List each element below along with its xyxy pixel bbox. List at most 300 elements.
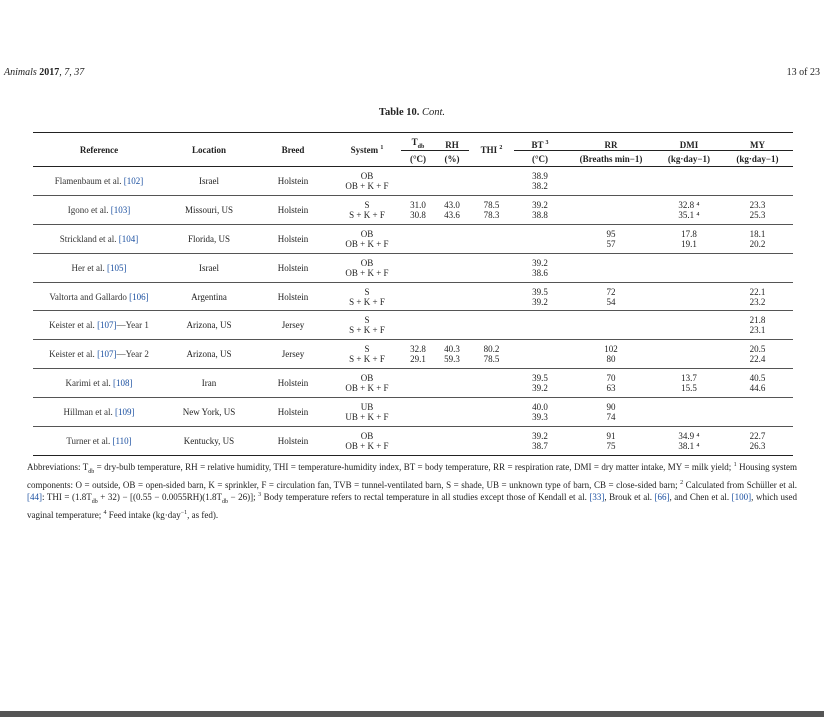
cell-value (566, 258, 656, 268)
cell-value (401, 268, 435, 278)
cell-value: 39.2 (532, 430, 548, 441)
cell-bt (514, 427, 566, 456)
cell-value (656, 297, 722, 307)
col-bt: BT $^3$ (514, 133, 566, 151)
cell-value (566, 181, 656, 191)
cell-value: UB (360, 402, 374, 413)
cell-value: 38.1 ⁴ (678, 440, 700, 451)
cell-reference (33, 311, 165, 340)
cell-tdb (401, 195, 435, 224)
cell-value: OB (360, 373, 374, 384)
cell-bt (514, 398, 566, 427)
cell-value (469, 431, 514, 441)
cell-rh (435, 282, 469, 311)
cell-value: 38.6 (532, 267, 548, 278)
table-row (33, 311, 793, 340)
cell-dmi (656, 282, 722, 311)
cell-value: 22.1 (749, 286, 766, 297)
cell-value: 63 (606, 383, 616, 394)
col-system: System $^1$ (333, 133, 401, 167)
cell-value: 72 (606, 286, 616, 297)
cell-value (656, 402, 722, 412)
cell-value: 80.2 (483, 344, 500, 355)
cell-value (401, 287, 435, 297)
citation-link[interactable]: [33] (589, 492, 605, 503)
unit-rr: (Breaths min−1) (566, 151, 656, 167)
cell-value: 57 (606, 238, 616, 249)
cell-rr (566, 195, 656, 224)
cell-reference (33, 282, 165, 311)
cell-value (656, 315, 722, 325)
cell-value (469, 402, 514, 412)
cell-reference (33, 224, 165, 253)
cell-thi (469, 398, 514, 427)
cell-value: 74 (606, 412, 616, 423)
unit-rh: (%) (435, 151, 469, 167)
cell-value: 20.5 (749, 344, 766, 355)
cell-value (401, 315, 435, 325)
cell-dmi (656, 195, 722, 224)
cell-value (435, 258, 469, 268)
cell-value: 39.2 (532, 296, 548, 307)
cell-value (656, 287, 722, 297)
cell-value (656, 354, 722, 364)
cell-value (469, 268, 514, 278)
cell-value: 32.8 ⁴ (678, 199, 700, 210)
col-my: MY (722, 133, 793, 151)
cell-thi (469, 340, 514, 369)
cell-value: 80 (606, 354, 616, 365)
cell-value: 40.3 (444, 344, 460, 355)
cell-value (722, 402, 793, 412)
cell-my (722, 369, 793, 398)
cell-rh (435, 253, 469, 282)
cell-dmi (656, 340, 722, 369)
cell-value: 29.1 (410, 354, 426, 365)
cell-value: OB + K + F (345, 238, 389, 249)
cell-value (514, 344, 566, 354)
cell-value (435, 373, 469, 383)
cell-location: Israel (165, 167, 253, 196)
cell-my (722, 167, 793, 196)
cell-value: 19.1 (681, 238, 697, 249)
cell-rr (566, 398, 656, 427)
citation-link[interactable]: [110] (112, 435, 132, 446)
cell-value (435, 268, 469, 278)
col-rr: RR (566, 133, 656, 151)
cell-value: 34.9 ⁴ (678, 430, 700, 441)
reference-text: Turner et al. (66, 435, 113, 446)
cell-value (435, 297, 469, 307)
cell-breed: Holstein (253, 282, 333, 311)
cell-location: Israel (165, 253, 253, 282)
table-row (33, 369, 793, 398)
cell-my (722, 195, 793, 224)
cell-bt (514, 253, 566, 282)
cell-rh (435, 398, 469, 427)
cell-value (435, 441, 469, 451)
cell-value: S + K + F (349, 209, 385, 220)
citation-link[interactable]: [66] (654, 492, 670, 503)
cell-bt (514, 282, 566, 311)
cell-value (469, 441, 514, 451)
cell-thi (469, 311, 514, 340)
cell-rr (566, 369, 656, 398)
cell-rr (566, 224, 656, 253)
reference-suffix: —Year 1 (116, 320, 149, 331)
cell-value (435, 325, 469, 335)
cell-location: Kentucky, US (165, 427, 253, 456)
col-rh: RH (435, 133, 469, 151)
cell-my (722, 398, 793, 427)
cell-value (435, 431, 469, 441)
cell-value (469, 171, 514, 181)
cell-rr (566, 427, 656, 456)
cell-dmi (656, 253, 722, 282)
unit-bt: (°C) (514, 151, 566, 167)
cell-value (435, 402, 469, 412)
cell-value: 39.2 (532, 383, 548, 394)
cell-system (333, 195, 401, 224)
table-row (33, 398, 793, 427)
cell-value: 20.2 (749, 238, 766, 249)
citation-link[interactable]: [105] (106, 262, 127, 273)
cell-value: 39.5 (532, 286, 548, 297)
cell-system (333, 340, 401, 369)
cell-value (469, 239, 514, 249)
cell-rr (566, 311, 656, 340)
cell-location: New York, US (165, 398, 253, 427)
cell-rr (566, 282, 656, 311)
citation-link[interactable]: [103] (110, 204, 131, 215)
page-number: 13 of 23 (786, 67, 820, 78)
cell-bt (514, 340, 566, 369)
cell-value: S (364, 199, 370, 210)
table-caption: Table 10. Cont. (378, 107, 446, 118)
cell-value: S + K + F (349, 325, 385, 336)
cell-value (401, 402, 435, 412)
cell-dmi (656, 311, 722, 340)
cell-value: 38.9 (532, 170, 548, 181)
cell-value (469, 373, 514, 383)
reference-text: Hillman et al. (63, 407, 115, 418)
cell-value (566, 315, 656, 325)
cell-value: 13.7 (681, 373, 697, 384)
table-row (33, 224, 793, 253)
table-row (33, 195, 793, 224)
cell-value: 39.3 (532, 412, 548, 423)
cell-rr (566, 167, 656, 196)
citation-link[interactable]: [107] (97, 349, 117, 360)
cell-value (469, 325, 514, 335)
cell-value: 43.6 (444, 209, 460, 220)
cell-rh (435, 369, 469, 398)
cell-value: OB + K + F (345, 267, 389, 278)
cell-value: 23.3 (749, 199, 766, 210)
cell-value: OB (360, 430, 374, 441)
cell-value (514, 354, 566, 364)
cell-breed: Holstein (253, 195, 333, 224)
cell-my (722, 311, 793, 340)
cell-value: 38.2 (532, 180, 548, 191)
cell-rh (435, 427, 469, 456)
reference-suffix: —Year 2 (116, 349, 149, 360)
cell-bt (514, 311, 566, 340)
cell-reference (33, 340, 165, 369)
col-reference: Reference (33, 133, 165, 167)
cell-breed: Holstein (253, 224, 333, 253)
cell-breed: Holstein (253, 369, 333, 398)
cell-value (656, 325, 722, 335)
cell-value: 78.5 (483, 199, 500, 210)
cell-value: OB (360, 257, 374, 268)
table-row (33, 253, 793, 282)
cell-value: 25.3 (749, 209, 766, 220)
cell-reference (33, 427, 165, 456)
cell-value: 90 (606, 402, 616, 413)
col-dmi: DMI (656, 133, 722, 151)
reference-text: Keister et al. (49, 320, 98, 331)
cell-value: 40.0 (532, 402, 548, 413)
cell-tdb (401, 369, 435, 398)
citation-link[interactable]: [108] (112, 378, 133, 389)
citation-link[interactable]: [109] (115, 407, 135, 418)
cell-value: 39.5 (532, 373, 548, 384)
cell-value: 26.3 (749, 440, 766, 451)
table-body (33, 167, 793, 456)
cell-value (656, 181, 722, 191)
cell-value (566, 171, 656, 181)
cell-value: 30.8 (410, 209, 426, 220)
cell-tdb (401, 398, 435, 427)
cell-bt (514, 224, 566, 253)
cell-value: 54 (606, 296, 616, 307)
cell-value (566, 325, 656, 335)
cell-tdb (401, 427, 435, 456)
cell-value: 15.5 (681, 383, 697, 394)
cell-value: OB + K + F (345, 440, 389, 451)
cell-value (401, 239, 435, 249)
cell-thi (469, 195, 514, 224)
cell-value (469, 297, 514, 307)
cell-location: Arizona, US (165, 340, 253, 369)
table-row (33, 427, 793, 456)
cell-value: 17.8 (681, 228, 697, 239)
cell-value (656, 258, 722, 268)
cell-value (435, 287, 469, 297)
cell-value (722, 258, 793, 268)
cell-value: S + K + F (349, 354, 385, 365)
cell-value (656, 171, 722, 181)
cell-system (333, 253, 401, 282)
cell-reference (33, 369, 165, 398)
cell-value (469, 258, 514, 268)
cell-my (722, 340, 793, 369)
cell-tdb (401, 340, 435, 369)
cell-thi (469, 282, 514, 311)
reference-text: Keister et al. (49, 349, 98, 360)
cell-tdb (401, 167, 435, 196)
cell-value: 38.7 (532, 440, 548, 451)
cell-value (514, 315, 566, 325)
cell-dmi (656, 427, 722, 456)
cell-value (435, 229, 469, 239)
cell-my (722, 224, 793, 253)
cell-value (566, 210, 656, 220)
cell-system (333, 224, 401, 253)
cell-value: 102 (604, 344, 618, 355)
cell-value: 39.2 (532, 199, 548, 210)
cell-system (333, 398, 401, 427)
cell-value (656, 268, 722, 278)
cell-value: OB + K + F (345, 383, 389, 394)
cell-tdb (401, 311, 435, 340)
cell-location: Florida, US (165, 224, 253, 253)
citation-link[interactable]: [100] (731, 492, 752, 503)
table-row (33, 340, 793, 369)
cell-value: UB + K + F (345, 412, 389, 423)
cell-value (514, 239, 566, 249)
cell-value (656, 412, 722, 422)
cell-value (722, 412, 793, 422)
cell-value (566, 268, 656, 278)
cell-location: Argentina (165, 282, 253, 311)
reference-text: Strickland et al. (59, 233, 119, 244)
cell-value: 18.1 (749, 228, 766, 239)
col-location: Location (165, 133, 253, 167)
cell-value: 35.1 ⁴ (678, 209, 700, 220)
cell-bt (514, 167, 566, 196)
cell-value (401, 441, 435, 451)
cell-system (333, 282, 401, 311)
cell-value: 59.3 (444, 354, 460, 365)
unit-dmi: (kg·day−1) (656, 151, 722, 167)
cell-rh (435, 167, 469, 196)
data-table (33, 132, 793, 456)
cell-system (333, 311, 401, 340)
table-footnote: Abbreviations: $T_{db}$ = dry-bulb temperature, RH = relative humidity, THI = temperature-humidity index, BT = body temperature, RR = respiration rate, DMI = dry matter intake, MY = milk yield; $^1$ Housing system components: O = outside, OB = open-sided barn, K = sprinkler, F = circulation fan, TVB = tunnel-ventilated barn, S = shade, UB = unknown type of barn, CB = close-sided barn; $^2$ Calculated from Schüller et al. [44]: THI = $(1.8T_{db} + 32) - [(0.55 - 0.0055RH)(1.8T_{db} - 26)]$; $^3$ Body temperature refers to rectal temperature in all studies except those of Kendall et al. [33], Brouk et al. [66], and Chen et al. [100], which used vaginal temperature; $^4$ Feed intake (kg·day$^{-1}$, as fed). (27, 462, 797, 520)
cell-rh (435, 224, 469, 253)
cell-my (722, 427, 793, 456)
cell-value: 95 (606, 228, 616, 239)
cell-system (333, 369, 401, 398)
cell-reference (33, 195, 165, 224)
cell-system (333, 427, 401, 456)
cell-dmi (656, 369, 722, 398)
col-thi: THI $^2$ (469, 133, 514, 167)
cell-value: S (364, 344, 370, 355)
cell-breed: Holstein (253, 253, 333, 282)
cell-breed: Holstein (253, 167, 333, 196)
cell-value (401, 181, 435, 191)
cell-value (514, 325, 566, 335)
cell-value (435, 412, 469, 422)
cell-value (469, 229, 514, 239)
cell-value (469, 287, 514, 297)
table-row (33, 282, 793, 311)
cell-my (722, 253, 793, 282)
cell-value (435, 171, 469, 181)
citation-link[interactable]: [44] (27, 492, 42, 503)
cell-value (435, 315, 469, 325)
table-row (33, 167, 793, 196)
cell-value: 23.1 (749, 325, 766, 336)
cell-value: 22.4 (749, 354, 766, 365)
citation-link[interactable]: [104] (118, 233, 139, 244)
cell-rr (566, 340, 656, 369)
cell-value (514, 229, 566, 239)
cell-value (435, 181, 469, 191)
cell-dmi (656, 224, 722, 253)
cell-value (401, 325, 435, 335)
cell-value: 23.2 (749, 296, 766, 307)
cell-thi (469, 224, 514, 253)
cell-value (401, 431, 435, 441)
cell-value (722, 171, 793, 181)
cell-breed: Holstein (253, 427, 333, 456)
cell-value: 22.7 (749, 430, 766, 441)
cell-bt (514, 195, 566, 224)
cell-tdb (401, 282, 435, 311)
cell-thi (469, 369, 514, 398)
cell-value: 43.0 (444, 199, 460, 210)
unit-my: (kg·day−1) (722, 151, 793, 167)
reference-text: Karimi et al. (65, 378, 113, 389)
cell-value (469, 412, 514, 422)
cell-value: 44.6 (749, 383, 766, 394)
unit-tdb: (°C) (401, 151, 435, 167)
cell-my (722, 282, 793, 311)
cell-value: 32.8 (410, 344, 426, 355)
col-tdb: $T_{db}$ (401, 133, 435, 151)
cell-value: OB + K + F (345, 180, 389, 191)
cell-value: 21.8 (749, 315, 766, 326)
cell-value: 75 (606, 440, 616, 451)
cell-value: 39.2 (532, 257, 548, 268)
cell-bt (514, 369, 566, 398)
cell-dmi (656, 398, 722, 427)
cell-value (469, 181, 514, 191)
cell-rh (435, 195, 469, 224)
reference-text: Igono et al. (67, 204, 111, 215)
cell-value: 38.8 (532, 209, 548, 220)
cell-value: S (364, 315, 370, 326)
cell-dmi (656, 167, 722, 196)
cell-breed: Holstein (253, 398, 333, 427)
cell-value (656, 344, 722, 354)
cell-value: OB (360, 228, 374, 239)
citation-link[interactable]: [107] (97, 320, 117, 331)
cell-value: 91 (606, 430, 616, 441)
reference-text: Flamenbaum et al. (54, 175, 124, 186)
cell-value (401, 383, 435, 393)
running-header-journal: Animals 2017, 7, 37 (4, 67, 85, 78)
citation-link[interactable]: [106] (129, 291, 149, 302)
cell-location: Iran (165, 369, 253, 398)
citation-link[interactable]: [102] (123, 175, 144, 186)
col-breed: Breed (253, 133, 333, 167)
cell-value (469, 315, 514, 325)
cell-rr (566, 253, 656, 282)
cell-thi (469, 427, 514, 456)
cell-value (722, 268, 793, 278)
cell-value (401, 373, 435, 383)
cell-value: 78.5 (483, 354, 500, 365)
cell-value (566, 200, 656, 210)
reference-text: Valtorta and Gallardo (49, 291, 130, 302)
cell-value (401, 258, 435, 268)
cell-rh (435, 340, 469, 369)
